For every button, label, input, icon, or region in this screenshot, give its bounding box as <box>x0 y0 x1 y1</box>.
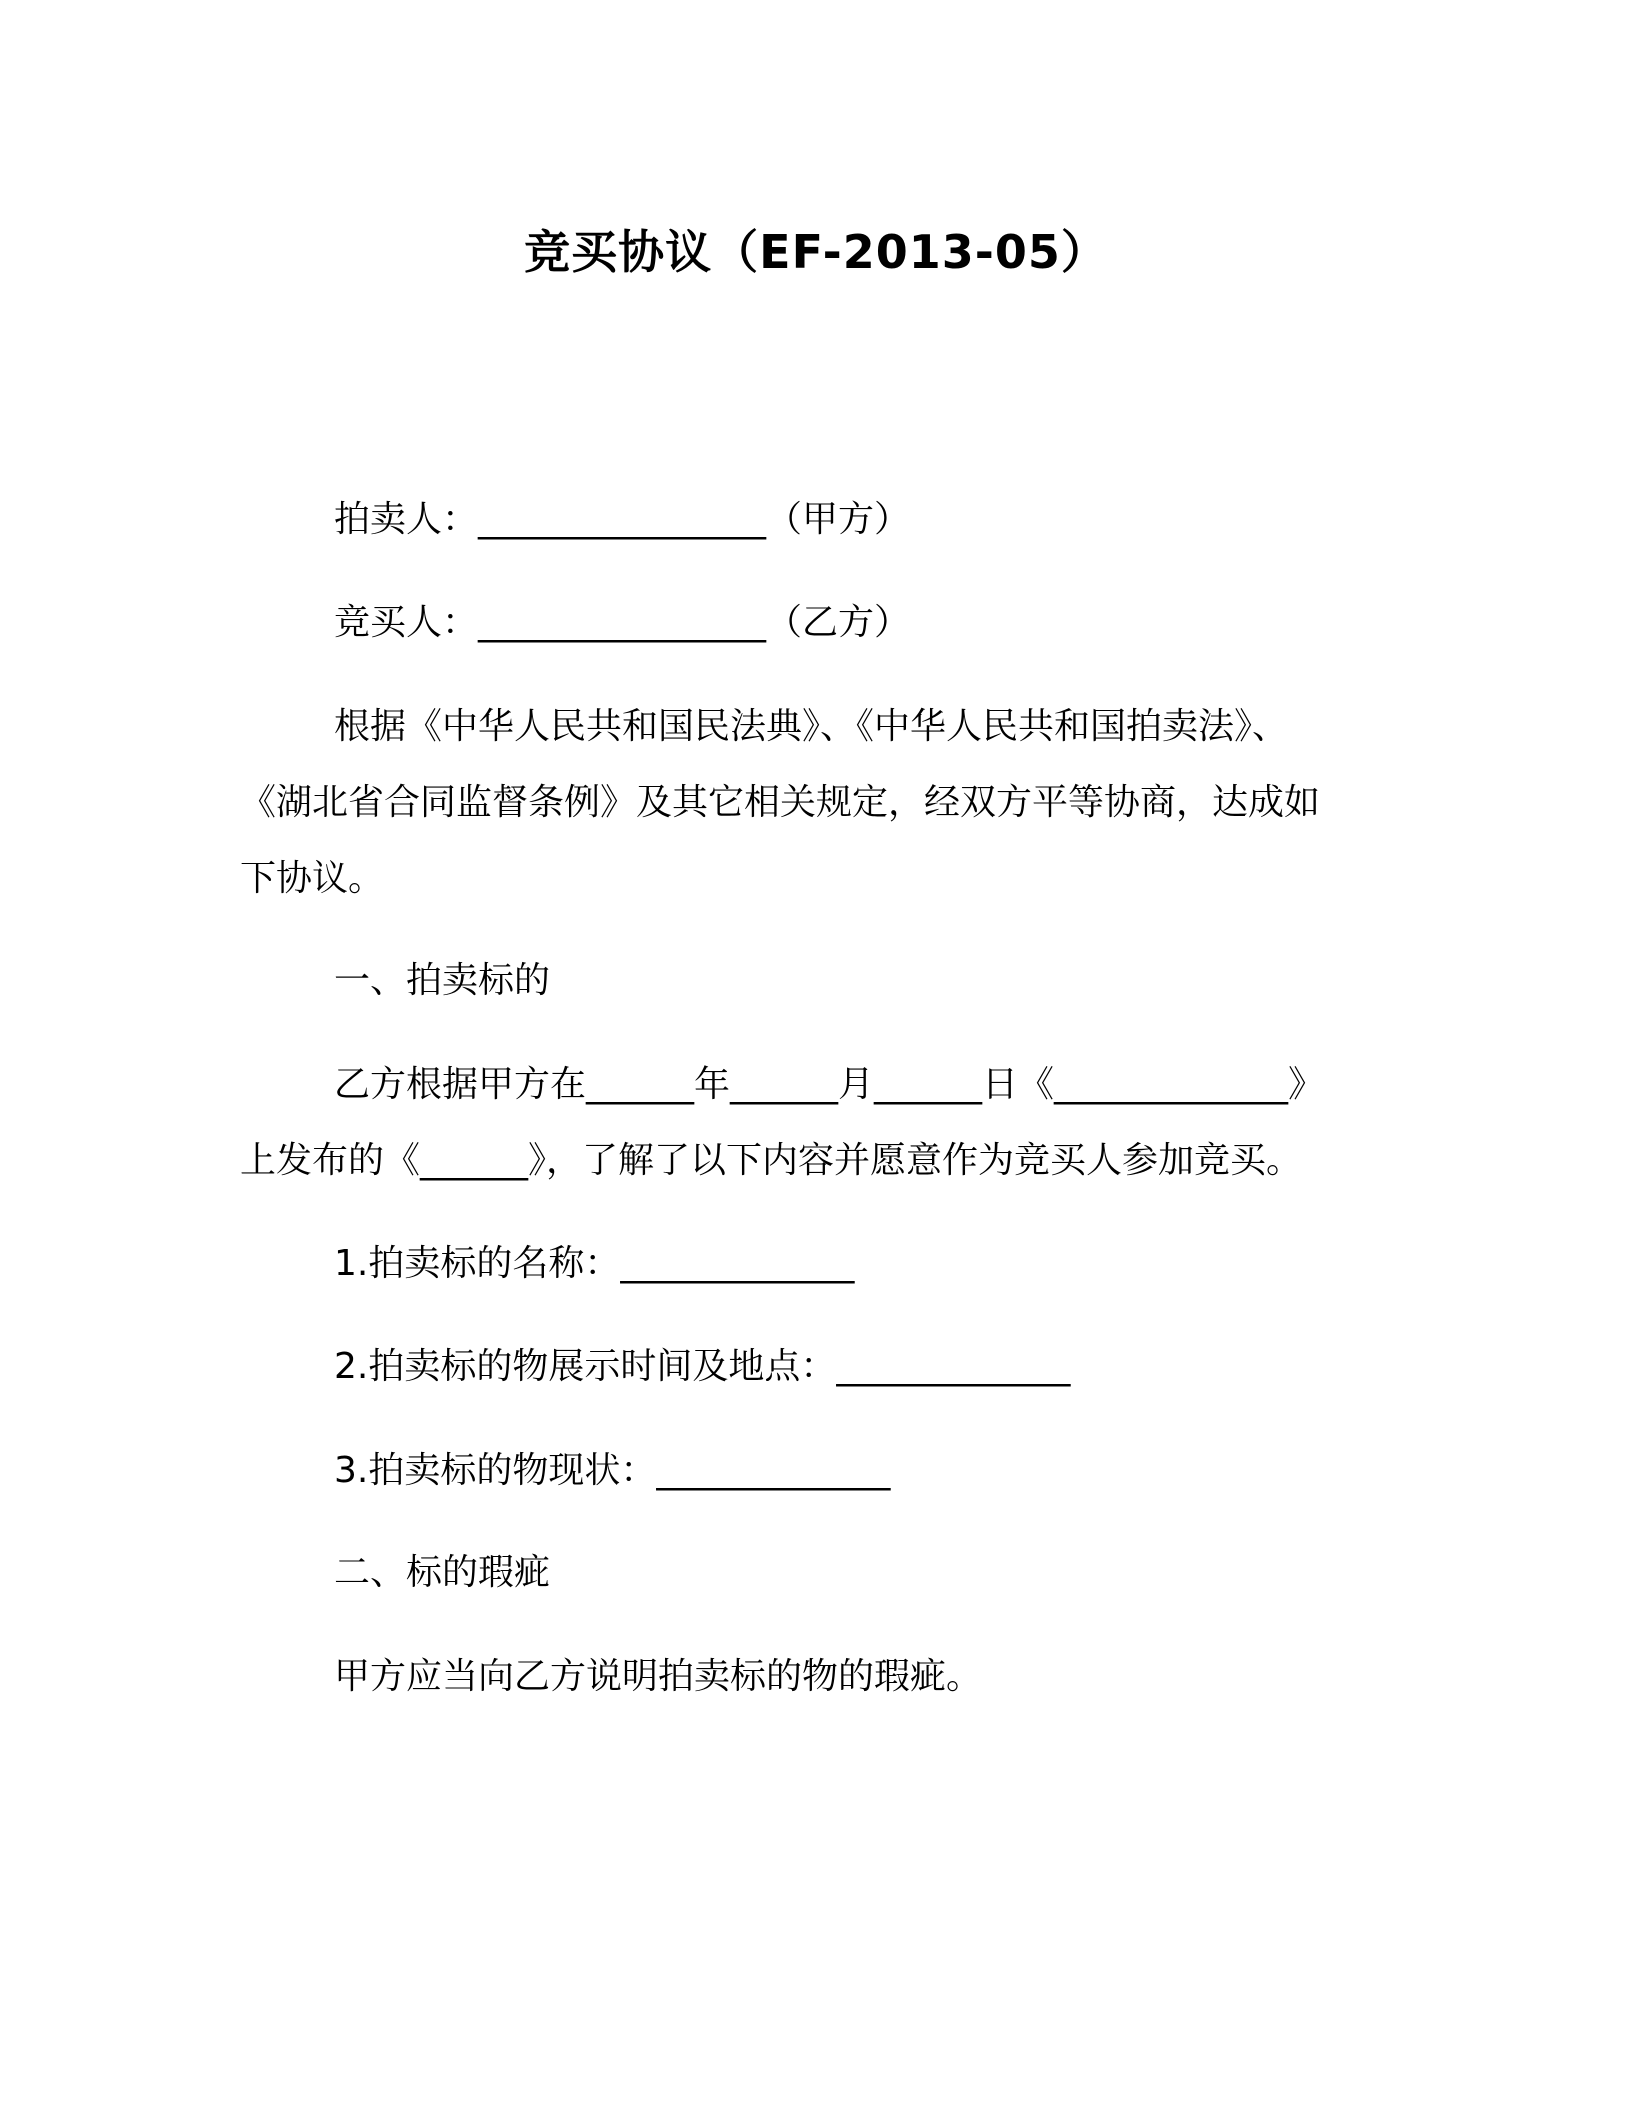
section-1-item-2: 2.拍卖标的物展示时间及地点：_____________ <box>334 1346 1071 1387</box>
auctioneer-line: 拍卖人：________________（甲方） <box>334 499 911 540</box>
section-1-heading: 一、拍卖标的 <box>334 960 551 1001</box>
section-1-item-1: 1.拍卖标的名称：_____________ <box>334 1243 855 1284</box>
section-1-para-line-2: 上发布的《______》，了解了以下内容并愿意作为竞买人参加竞买。 <box>240 1140 1303 1181</box>
preamble-line-1: 根据《中华人民共和国民法典》、《中华人民共和国拍卖法》、 <box>334 706 1289 747</box>
section-1-para-line-1: 乙方根据甲方在______年______月______日《_____________》 <box>334 1064 1325 1105</box>
section-2-heading: 二、标的瑕疵 <box>334 1552 551 1593</box>
section-2-para: 甲方应当向乙方说明拍卖标的物的瑕疵。 <box>334 1656 983 1697</box>
preamble-line-3: 下协议。 <box>240 858 385 899</box>
section-1-item-3: 3.拍卖标的物现状：_____________ <box>334 1450 891 1491</box>
document-title: 竞买协议（EF-2013-05） <box>524 225 1108 279</box>
bidder-line: 竞买人：________________（乙方） <box>334 602 911 643</box>
preamble-line-2: 《湖北省合同监督条例》及其它相关规定，经双方平等协商，达成如 <box>240 782 1321 823</box>
